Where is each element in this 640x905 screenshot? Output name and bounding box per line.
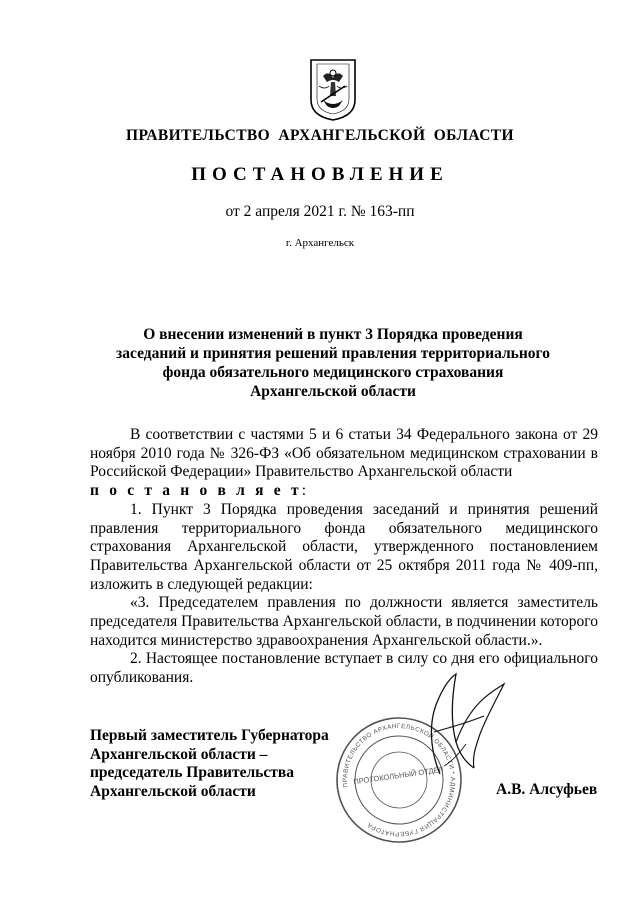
stamp-ring-text: ПРАВИТЕЛЬСТВО АРХАНГЕЛЬСКОЙ ОБЛАСТИ * АДМИНИСТРАЦИЯ ГУБЕРНАТОРА	[341, 722, 457, 838]
preamble-paragraph: В соответствии с частями 5 и 6 статьи 34 Федерального закона от 29 ноября 2010 года № 326-ФЗ «Об обязательном медицинском страховании в Российской Федерации» Правительство Архангельской области	[90, 426, 598, 481]
subject-line: фонда обязательного медицинского страхования	[162, 364, 504, 381]
subject-line: Архангельской области	[250, 383, 416, 400]
signer-position-line: Архангельской области –	[90, 745, 268, 763]
signer-name: А.В. Алсуфьев	[496, 781, 598, 798]
resolves-word: п о с т а н о в л я е т	[90, 482, 302, 500]
arkhangelsk-coat-of-arms-icon	[309, 56, 357, 122]
stamp-center-text: ПРОТОКОЛЬНЫЙ ОТДЕЛ	[352, 764, 444, 787]
document-body	[90, 426, 598, 688]
resolves-line	[90, 482, 598, 501]
signer-position-line: Архангельской области	[90, 783, 256, 801]
signer-position	[90, 727, 350, 802]
document-type: ПОСТАНОВЛЕНИЕ	[191, 164, 449, 185]
resolves-colon: :	[301, 482, 307, 500]
government-title: ПРАВИТЕЛЬСТВО АРХАНГЕЛЬСКОЙ ОБЛАСТИ	[125, 127, 514, 144]
signer-position-line: Первый заместитель Губернатора	[90, 727, 329, 744]
item-1-paragraph: 1. Пункт 3 Порядка проведения заседаний и принятия решений правления территориального фонда обязательного медицинского страхования Архангельской области, утвержденного постановлением Правительства Архангельской области от 25 октября 2011 года № 409-пп, изложить в следующей редакции:	[90, 500, 598, 593]
document-date-number: от 2 апреля 2021 г. № 163-пп	[225, 203, 415, 220]
item-1-quote-paragraph: «3. Председателем правления по должности является заместитель председателя Правительства Архангельской области, в подчинении которого находится министерство здравоохранения Архангельской области.».	[90, 594, 598, 649]
item-2-paragraph: 2. Настоящее постановление вступает в силу со дня его официального опубликования.	[90, 650, 598, 687]
subject-line: заседаний и принятия решений правления территориального	[116, 345, 550, 362]
subject-line: О внесении изменений в пункт 3 Порядка проведения	[143, 326, 523, 343]
signer-position-line: председатель Правительства	[90, 764, 294, 782]
document-place: г. Архангельск	[285, 237, 355, 249]
handwritten-signature	[400, 670, 510, 780]
document-subject	[90, 325, 576, 401]
